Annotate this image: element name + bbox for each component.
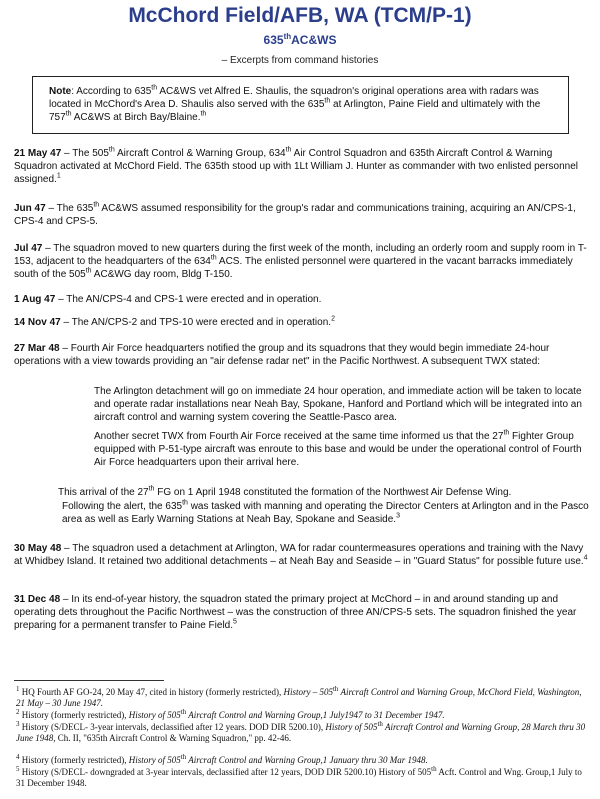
entry-30-may-48: 30 May 48 – The squadron used a detachment at Arlington, WA for radar countermeasures operations and training with the Navy at Whidbey Island. It retained two additional detachments – at Neah Bay and Seaside – in "Guard Status" for possible future use.$^4$	[14, 543, 588, 567]
footnote-divider	[14, 680, 164, 681]
note-box: Note: According to 635th AC&WS vet Alfred E. Shaulis, the squadron's original operations area with radars was located in McChord's Area D. Shaulis also served with the 635th at Arlington, Paine Field and ultimately with the 757th AC&WS at Birch Bay/Blaine.$^{th}$	[32, 76, 569, 134]
paragraph-following-alert: Following the alert, the 635th was tasked with manning and operating the Director Centers at Arlington and in the Pasco area as well as Early Warning Stations at Neah Bay, Spokane and Seaside.$^3$	[62, 499, 589, 525]
quoted-twx-2: Another secret TWX from Fourth Air Force received at the same time informed us that the 27th Fighter Group equipped with P-51-type aircraft was enroute to this base and would be under the operational control of Fourth Air Force headquarters upon their arrival here.	[94, 429, 582, 468]
page-title: McChord Field/AFB, WA (TCM/P-1)	[128, 4, 472, 27]
footnote-5: $^5$ History (S/DECL- downgraded at 3-year intervals, declassified after 12 years, DOD DIR 5200.10) History of 505th Acft. Control and Wng. Group,1 July to 31 December 1948.	[16, 765, 582, 788]
entry-14-nov-47: 14 Nov 47 – The AN/CPS-2 and TPS-10 were erected and in operation.$^2$	[14, 315, 335, 328]
entry-jul-47: Jul 47 – The squadron moved to new quarters during the first week of the month, including an orderly room and supply room in T-153, adjacent to the headquarters of the 634th ACS. The enlisted personnel were quartered in the vacant barracks immediately south of the 505th AC&WG day room, Bldg T-150.	[14, 243, 587, 280]
footnote-2: $^2$ History (formerly restricted), History of 505th Aircraft Control and Warning Group,1 July1947 to 31 December 1947.	[16, 708, 445, 720]
entry-1-aug-47: 1 Aug 47 – The AN/CPS-4 and CPS-1 were erected and in operation.	[14, 294, 322, 305]
footnote-4: $^4$ History (formerly restricted), History of 505th Aircraft Control and Warning Group,1 January thru 30 Mar 1948.	[16, 753, 428, 765]
excerpt-caption: – Excerpts from command histories	[221, 55, 379, 66]
entry-21-may-47: 21 May 47 – The 505th Aircraft Control & Warning Group, 634th Air Control Squadron and 635th Aircraft Control & Warning Squadron activated at McChord Field. The 635th stood up with 1Lt William J. Hunter as commander with two enlisted personnel assigned.$^1$	[14, 146, 578, 185]
entry-27-mar-48: 27 Mar 48 – Fourth Air Force headquarters notified the group and its squadrons that they would begin immediate 24-hour operations with a view towards providing an "air defense radar net" in the Pacific Northwest. A subsequent TWX stated:	[14, 343, 550, 367]
footnote-3: $^3$ History (S/DECL- 3-year intervals, declassified after 12 years. DOD DIR 5200.10), History of 505th Aircraft Control and Warning Group, 28 March thru 30 June 1948, Ch. II, "635th Aircraft Control & Warning Squadron," pp. 42-46.	[16, 720, 586, 743]
footnote-1: $^1$ HQ Fourth AF GO-24, 20 May 47, cited in history (formerly restricted), History – 505th Aircraft Control and Warning Group, McChord Field, Washington, 21 May – 30 June 1947.	[16, 685, 582, 708]
entry-31-dec-48: 31 Dec 48 – In its end-of-year history, the squadron stated the primary project at McChord – in and around standing up and operating dets throughout the Pacific Northwest – was the construction of three AN/CPS-5 sets. The squadron finished the year preparing for a permanent transfer to Paine Field.$^5$	[14, 594, 577, 631]
entry-jun-47: Jun 47 – The 635th AC&WS assumed responsibility for the group's radar and communications training, acquiring an AN/CPS-1, CPS-4 and CPS-5.	[14, 201, 576, 227]
page-subtitle: 635thAC&WS	[263, 32, 337, 47]
quoted-twx-1: The Arlington detachment will go on immediate 24 hour operation, and immediate action will be taken to locate and operate radar installations near Neah Bay, Spokane, Hanford and Portland which will be integrated into an aircraft control and warning system covering the Seattle-Pasco area.	[94, 386, 582, 423]
paragraph-nw-air-defense: This arrival of the 27th FG on 1 April 1948 constituted the formation of the Northwest Air Defense Wing.	[58, 485, 512, 498]
